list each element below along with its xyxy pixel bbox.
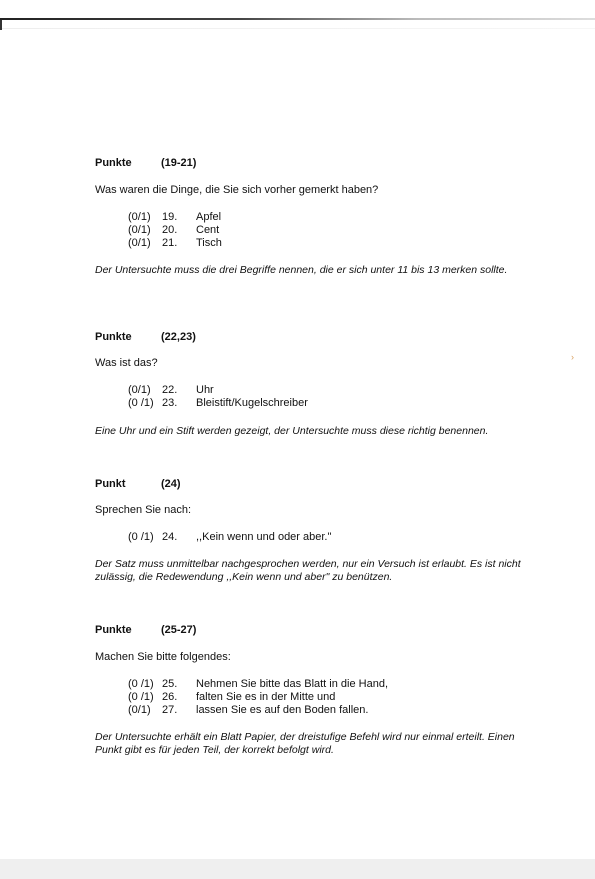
- item-points: (0 /1): [128, 691, 154, 703]
- list-item: [128, 704, 368, 717]
- section-heading: [95, 157, 197, 169]
- item-points: (0/1): [128, 704, 151, 716]
- item-number: 20.: [162, 224, 178, 236]
- item-number: 22.: [162, 384, 178, 396]
- item-points: (0/1): [128, 224, 151, 236]
- instruction-note: Eine Uhr und ein Stift werden gezeigt, der Untersuchte muss diese richtig benennen.: [95, 425, 489, 437]
- item-points: (0/1): [128, 384, 151, 396]
- item-text: Tisch: [196, 237, 222, 249]
- item-points: (0 /1): [128, 397, 154, 409]
- list-item: [128, 678, 388, 691]
- list-item: [128, 397, 308, 410]
- item-points: (0/1): [128, 237, 151, 249]
- item-text: ,,Kein wenn und oder aber.": [196, 531, 332, 543]
- question-text: Sprechen Sie nach:: [95, 504, 192, 516]
- item-number: 23.: [162, 397, 178, 409]
- item-number: 26.: [162, 691, 178, 703]
- question-text: Machen Sie bitte folgendes:: [95, 651, 231, 663]
- item-text: falten Sie es in der Mitte und: [196, 691, 336, 703]
- heading-range: (19-21): [161, 157, 197, 169]
- instruction-note: Der Satz muss unmittelbar nachgesprochen werden, nur ein Versuch ist erlaubt. Es ist nicht zulässig, die Redewendung ,,Kein wenn und aber" zu benützen.: [95, 558, 521, 583]
- item-number: 27.: [162, 704, 178, 716]
- item-text: Nehmen Sie bitte das Blatt in die Hand,: [196, 678, 389, 690]
- item-number: 19.: [162, 211, 178, 223]
- item-points: (0 /1): [128, 531, 154, 543]
- heading-label: Punkt: [95, 478, 126, 490]
- heading-range: (22,23): [161, 331, 196, 343]
- list-item: [128, 384, 214, 397]
- heading-label: Punkte: [95, 331, 132, 343]
- item-text: lassen Sie es auf den Boden fallen.: [196, 704, 369, 716]
- section-heading: [95, 331, 196, 343]
- instruction-note: Der Untersuchte erhält ein Blatt Papier, der dreistufige Befehl wird nur einmal erteilt. Einen Punkt gibt es für jeden Teil, der korrekt befolgt wird.: [95, 731, 515, 756]
- list-item: [128, 237, 222, 250]
- item-points: (0 /1): [128, 678, 154, 690]
- question-text: Was waren die Dinge, die Sie sich vorher gemerkt haben?: [95, 184, 379, 196]
- list-item: [128, 211, 221, 224]
- item-points: (0/1): [128, 211, 151, 223]
- item-text: Uhr: [196, 384, 214, 396]
- section-heading: [95, 478, 181, 490]
- item-number: 21.: [162, 237, 178, 249]
- heading-label: Punkte: [95, 624, 132, 636]
- question-text: Was ist das?: [95, 357, 158, 369]
- heading-range: (24): [161, 478, 181, 490]
- item-text: Cent: [196, 224, 220, 236]
- item-text: Bleistift/Kugelschreiber: [196, 397, 308, 409]
- heading-range: (25-27): [161, 624, 197, 636]
- section-heading: [95, 624, 197, 636]
- list-item: [128, 691, 335, 704]
- instruction-note: Der Untersuchte muss die drei Begriffe nennen, die er sich unter 11 bis 13 merken sollte.: [95, 264, 508, 276]
- item-number: 25.: [162, 678, 178, 690]
- heading-label: Punkte: [95, 157, 132, 169]
- item-number: 24.: [162, 531, 178, 543]
- item-text: Apfel: [196, 211, 222, 223]
- margin-mark: ›: [571, 352, 574, 362]
- list-item: [128, 531, 331, 544]
- list-item: [128, 224, 219, 237]
